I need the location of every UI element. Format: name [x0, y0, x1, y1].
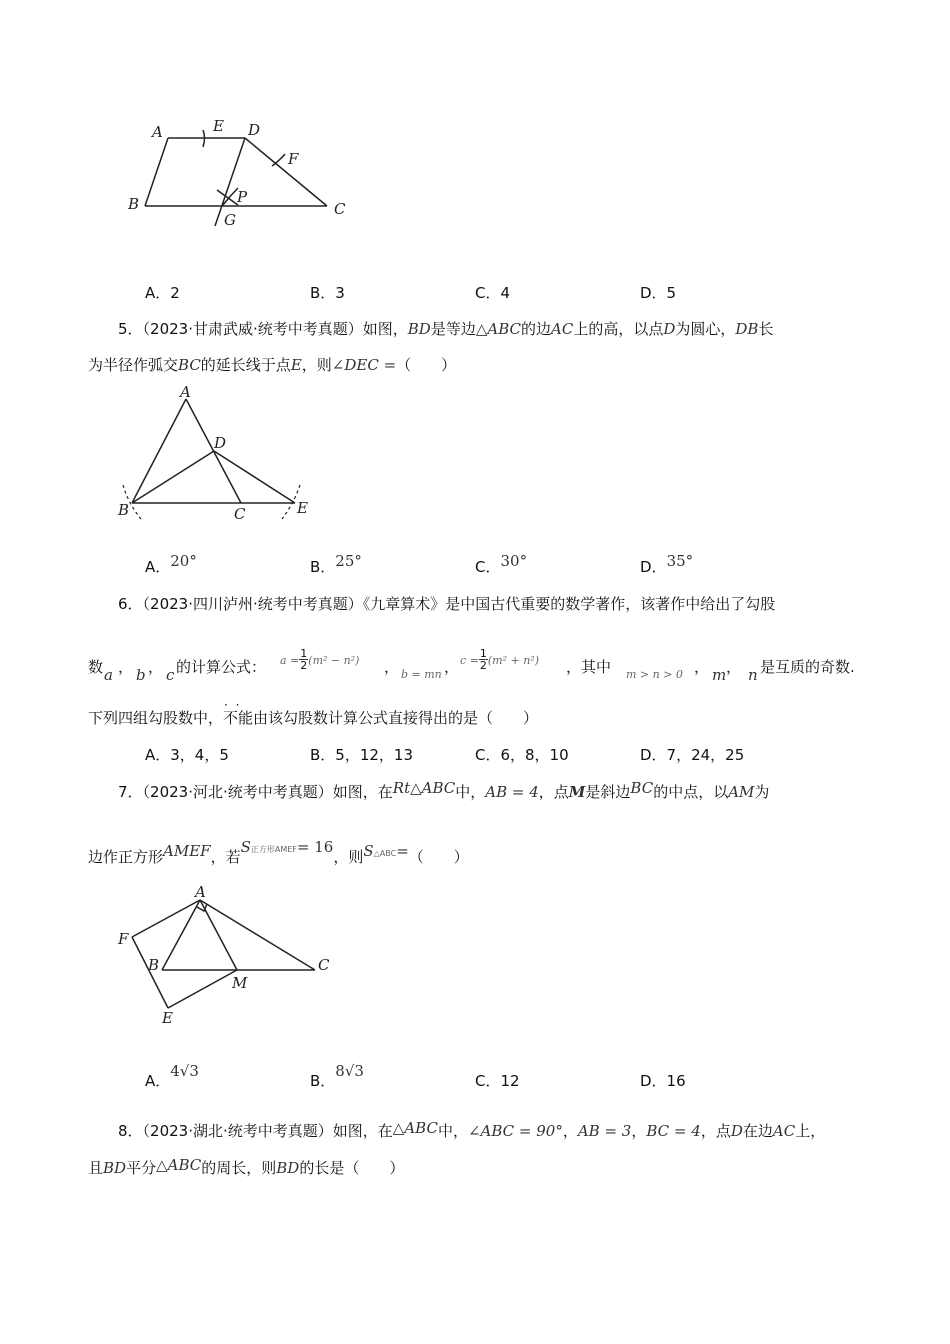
q5-line-1	[118, 318, 773, 339]
q8-text: 上，	[795, 1122, 826, 1140]
q6-math-b: b	[136, 666, 146, 684]
q6-option-c[interactable]: C．6，8，10	[475, 746, 569, 764]
q6-text: ，	[444, 658, 460, 676]
q5-option-d[interactable]	[640, 552, 694, 577]
label-D: D	[214, 434, 227, 452]
q7-text: 如图，在	[332, 783, 393, 801]
fraction-half	[479, 648, 488, 671]
q4-options	[0, 282, 950, 306]
label-A: A	[152, 123, 163, 141]
q7-option-c[interactable]: C．12	[475, 1072, 520, 1090]
label-G: G	[224, 211, 236, 229]
label-B: B	[148, 956, 160, 974]
q7-option-b-label: B．	[310, 1072, 336, 1090]
figure-q4-trapezoid	[120, 110, 360, 235]
q5-math-db: DB	[735, 320, 759, 338]
q8-math-d: D	[730, 1122, 743, 1140]
q5-math-angle: ∠DEC =	[331, 356, 397, 374]
q7-text: ，则	[333, 848, 364, 866]
q5-option-d-label: D．	[640, 558, 667, 576]
q6-text: ，	[694, 658, 710, 676]
q7-line-2	[88, 838, 469, 867]
q7-text: 的中点，以	[653, 783, 729, 801]
q6-math-c: c	[166, 666, 175, 684]
q8-text: 中，	[437, 1122, 468, 1140]
q5-options	[0, 552, 950, 580]
segment-DE	[214, 451, 295, 503]
q7-math-s-sub: △ABC	[373, 849, 397, 858]
q7-option-a-value: 4√3	[170, 1062, 199, 1080]
q5-option-d-value: 35°	[666, 552, 694, 570]
q6-option-b[interactable]: B．5，12，13	[310, 746, 414, 764]
fraction-half	[299, 648, 308, 671]
q6-formula-a-lhs: a =	[280, 654, 300, 667]
q6-line-3	[88, 707, 538, 728]
q6-text: 数	[88, 658, 104, 676]
q4-option-a[interactable]: A．2	[145, 284, 180, 302]
q8-text: 平分	[126, 1159, 157, 1177]
q6-math-n: n	[748, 666, 758, 684]
fraction-num: 1	[300, 647, 308, 660]
q5-option-c[interactable]	[475, 552, 528, 577]
q7-text: 中，	[455, 783, 486, 801]
label-B: B	[118, 501, 130, 519]
q7-option-d[interactable]: D．16	[640, 1072, 686, 1090]
fraction-den: 2	[479, 659, 487, 672]
q7-text: 为	[754, 783, 770, 801]
q5-option-a[interactable]	[145, 552, 197, 577]
q8-math-triangle: △ABC	[392, 1119, 438, 1137]
q6-option-a[interactable]: A．3，4，5	[145, 746, 229, 764]
q7-math-s-eq: =	[396, 842, 409, 860]
q8-text: 如图，在	[332, 1122, 393, 1140]
q8-math-ac: AC	[772, 1122, 796, 1140]
q5-text: 的延长线于点	[200, 356, 291, 374]
label-E: E	[297, 499, 308, 517]
q6-text: ，	[148, 658, 164, 676]
q7-math-m: M	[568, 783, 586, 801]
q5-math-bd: BD	[407, 320, 431, 338]
q5-math-bc: BC	[178, 356, 201, 374]
q5-text: 的边	[521, 320, 552, 338]
q8-text: 在边	[742, 1122, 773, 1140]
segment-AC	[200, 900, 315, 970]
q5-math-triangle: △ABC	[475, 320, 522, 338]
q6-formula-b: b = mn	[401, 668, 442, 681]
q7-line-1	[118, 781, 769, 802]
label-C: C	[318, 956, 330, 974]
q5-answer-blank: （ ）	[396, 356, 457, 374]
q8-math-triangle: △ABC	[156, 1156, 202, 1174]
q6-emphasis-not: · · 不能	[223, 709, 253, 727]
q6-text: ，	[726, 658, 742, 676]
segment-EM	[168, 970, 237, 1008]
q7-math-amef: AMEF	[163, 842, 211, 860]
q5-text: 如图，	[362, 320, 408, 338]
q8-math-bc: BC = 4	[646, 1122, 701, 1140]
label-A: A	[195, 885, 206, 901]
fraction-den: 2	[300, 659, 308, 672]
q7-number: 7．	[118, 783, 143, 801]
q7-math-ab: AB = 4	[485, 783, 539, 801]
label-F: F	[288, 150, 299, 168]
q8-line-2	[88, 1157, 404, 1178]
q5-line-2	[88, 354, 456, 375]
q6-text: 《九章算术》是中国古代重要的数学著作，该著作中给出了勾股	[362, 595, 776, 613]
q5-text: 上的高，以点	[573, 320, 664, 338]
q6-formula-c	[460, 648, 539, 671]
q6-formula-c-lhs: c =	[460, 654, 479, 667]
fraction-num: 1	[479, 647, 487, 660]
q7-option-a-label: A．	[145, 1072, 171, 1090]
q7-math-square-area	[241, 838, 334, 856]
q8-answer-blank: 的长是（ ）	[299, 1159, 405, 1177]
q5-source: （2023·甘肃武威·统考中考真题）	[142, 320, 363, 338]
q8-math-bd: BD	[103, 1159, 127, 1177]
q5-option-b[interactable]	[310, 552, 362, 577]
q6-formula-a-rhs: (m² − n²)	[308, 654, 360, 667]
q7-math-am: AM	[728, 783, 755, 801]
q7-math-s: S	[240, 838, 251, 856]
q7-math-s-sub: 正方形AMEF	[250, 845, 297, 854]
q8-math-ab: AB = 3	[577, 1122, 632, 1140]
q5-math-e: E	[290, 356, 302, 374]
label-D: D	[248, 121, 261, 139]
label-M: M	[232, 974, 248, 992]
q7-math-rt-triangle: Rt△ABC	[392, 779, 456, 797]
q6-options	[0, 744, 950, 768]
q7-option-a[interactable]	[145, 1062, 199, 1091]
segment-DC	[245, 138, 327, 206]
label-C: C	[334, 200, 346, 218]
q6-formula-a	[280, 648, 359, 671]
q5-option-a-label: A．	[145, 558, 171, 576]
q8-text: ，点	[700, 1122, 731, 1140]
q8-math-angle: ∠ABC = 90°	[467, 1122, 563, 1140]
q7-text: ，若	[210, 848, 241, 866]
q5-text: 是等边	[430, 320, 476, 338]
q8-math-bd: BD	[276, 1159, 300, 1177]
q6-source: （2023·四川泸州·统考中考真题）	[142, 595, 363, 613]
q5-option-b-value: 25°	[335, 552, 362, 570]
q7-option-b-value: 8√3	[335, 1062, 364, 1080]
segment-AB	[145, 138, 168, 206]
q5-option-a-value: 20°	[170, 552, 197, 570]
q7-answer-blank: （ ）	[408, 848, 469, 866]
q5-option-b-label: B．	[310, 558, 336, 576]
figure-q5-triangle	[110, 385, 330, 525]
q6-text: ，其中	[566, 658, 612, 676]
q7-math-triangle-area	[363, 842, 408, 860]
q6-condition: m > n > 0	[626, 668, 683, 681]
segment-AB	[132, 399, 186, 503]
q7-options	[0, 1062, 950, 1094]
q6-math-m: m	[712, 666, 727, 684]
q5-text: ，则	[301, 356, 332, 374]
q8-text: ，	[562, 1122, 578, 1140]
label-E: E	[162, 1009, 173, 1027]
label-E: E	[213, 117, 224, 135]
arc-mark-F	[272, 154, 285, 166]
q7-math-s: S	[363, 842, 374, 860]
figure-q7-square-triangle	[110, 885, 340, 1030]
q7-text: 是斜边	[585, 783, 631, 801]
q6-text: ，	[384, 658, 400, 676]
q7-math-s-val: = 16	[296, 838, 334, 856]
q8-text: 的周长，则	[201, 1159, 277, 1177]
q7-source: （2023·河北·统考中考真题）	[142, 783, 333, 801]
q6-math-a: a	[104, 666, 113, 684]
q5-math-d: D	[663, 320, 676, 338]
q5-text: 长	[758, 320, 774, 338]
q8-source: （2023·湖北·统考中考真题）	[142, 1122, 333, 1140]
q6-text: 由该勾股数计算公式直接得出的是（ ）	[253, 709, 539, 727]
label-F: F	[118, 930, 129, 948]
q7-math-bc: BC	[630, 779, 654, 797]
q4-option-c[interactable]: C．4	[475, 284, 511, 302]
q6-text: 下列四组勾股数中，	[88, 709, 224, 727]
q6-text: 是互质的奇数.	[760, 658, 855, 676]
q6-formula-c-rhs: (m² + n²)	[487, 654, 540, 667]
q5-math-ac: AC	[551, 320, 574, 338]
q8-number: 8．	[118, 1122, 143, 1140]
q6-option-d[interactable]: D．7，24，25	[640, 746, 745, 764]
label-A: A	[180, 385, 191, 401]
q6-line-2	[88, 648, 868, 688]
q7-text: ，点	[538, 783, 569, 801]
q8-text: ，	[631, 1122, 647, 1140]
q6-line-1	[118, 593, 775, 614]
q7-option-b[interactable]	[310, 1062, 364, 1091]
q6-number: 6．	[118, 595, 143, 613]
label-B: B	[128, 195, 140, 213]
q5-option-c-label: C．	[475, 558, 501, 576]
q8-text: 且	[88, 1159, 104, 1177]
q5-option-c-value: 30°	[500, 552, 528, 570]
q8-line-1	[118, 1120, 825, 1141]
q6-text: 的计算公式：	[176, 658, 267, 676]
label-C: C	[234, 505, 246, 523]
q4-option-b[interactable]: B．3	[310, 284, 345, 302]
q5-number: 5．	[118, 320, 143, 338]
q6-text: ，	[118, 658, 134, 676]
q5-text: 为半径作弧交	[88, 356, 179, 374]
segment-BD	[132, 451, 214, 503]
q4-option-d[interactable]: D．5	[640, 284, 677, 302]
q7-text: 边作正方形	[88, 848, 164, 866]
q5-text: 为圆心，	[675, 320, 736, 338]
label-P: P	[237, 188, 248, 206]
